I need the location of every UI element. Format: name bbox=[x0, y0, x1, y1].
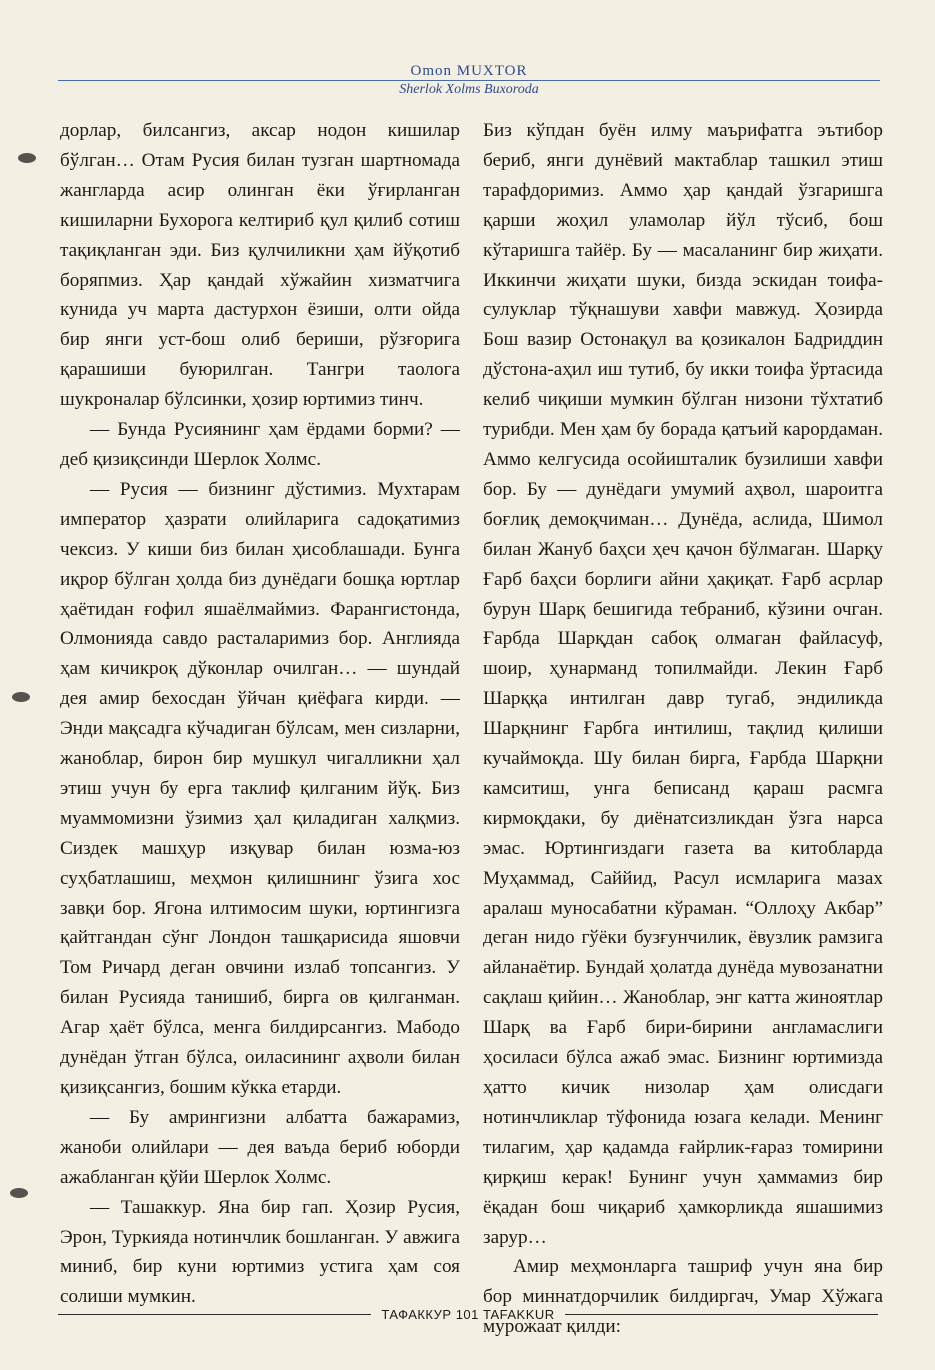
binding-hole-top bbox=[18, 153, 36, 163]
binding-hole-bottom bbox=[10, 1188, 28, 1198]
story-title: Sherlok Xolms Buxoroda bbox=[399, 82, 539, 97]
paragraph: Амир меҳмонларга ташриф учун яна бир бор миннатдорчилик билдиргач, Умар Хўжага мурожаат қилди: bbox=[483, 1256, 883, 1338]
left-text-column bbox=[60, 116, 460, 1312]
page-footer bbox=[58, 1304, 878, 1324]
paragraph: дорлар, билсангиз, аксар нодон кишилар бўлган… Отам Русия билан тузган шартномада жангларда асир олинган ёки ўғирланган кишиларни Бухорога келтириб қул қилиб сотиш тақиқланган эди. Биз қулчиликни ҳам йўқотиб боряпмиз. Ҳар қандай хўжайин хизматчига кунида уч марта дастурхон ёзиши, олти ойда бир янги уст-бош олиб бериши, рўзғорига қарашиши буюрилган. Тангри таолога шукроналар бўлсинки, ҳозир юртимиз тинч. bbox=[60, 120, 460, 411]
binding-hole-middle bbox=[12, 692, 30, 702]
running-header bbox=[58, 62, 880, 99]
footer-rule-right bbox=[565, 1314, 878, 1315]
author-name: Omon MUXTOR bbox=[410, 63, 528, 79]
paragraph: Биз кўпдан буён илму маърифатга эътибор бериб, янги дунёвий мактаблар ташкил этиш тарафдоримиз. Аммо ҳар қандай ўзгаришга қарши жоҳил уламолар йўл тўсиб, бош кўтаришга тайёр. Бу — масаланинг бир жиҳати. Иккинчи жиҳати шуки, бизда эскидан тоифа-сулуклар тўқнашуви хавфи мавжуд. Ҳозирда Бош вазир Остонақул ва қозикалон Бадриддин дўстона-аҳил иш тутиб, бу икки тоифа ўртасида келиб чиқиши мумкин бўлган низони тўхтатиб турибди. Мен ҳам бу борада қатъий карордаман. Аммо келгусида осойишталик бузилиши хавфи бор. Бу — дунёдаги умумий аҳвол, шароитга боғлиқ демоқчиман… Дунёда, аслида, Шимол билан Жануб баҳси ҳеч қачон бўлмаган. Шарқу Ғарб баҳси борлиги айни ҳақиқат. Ғарб асрлар бурун Шарқ бешигида тебраниб, кўзини очган. Ғарбда Шарқдан сабоқ олмаган файласуф, шоир, ҳунарманд топилмайди. Лекин Ғарб Шарққа интилган давр тугаб, эндиликда Шарқнинг Ғарбга интилиш, тақлид қилиши кучаймоқда. Шу билан бирга, Ғарбда Шарқни камситиш, унга беписанд қараш расмга кирмоқдаки, бу диёнатсизликдан ўзга нарса эмас. Юртингиздаги газета ва китобларда Муҳаммад, Саййид, Расул исмларига мазах аралаш муносабатни кўраман. “Оллоҳу Акбар” деган нидо гўёки бузғунчилик, ёвузлик рамзига айланаётир. Бундай ҳолатда дунёда мувозанатни сақлаш қийин… Жаноблар, энг катта жиноятлар Шарқ ва Ғарб бири-бирини англамаслиги ҳосиласи бўлса ажаб эмас. Бизнинг юртимизда ҳатто кичик низолар ҳам олисдаги нотинчликлар тўфонида юзага келади. Менинг тилагим, ҳар қадамда ғайрлик-ғараз томирини қирқиш керак! Бунинг учун ҳаммамиз бир ёқадан бош чиқариб ҳамкорликда яшашимиз зарур… bbox=[483, 120, 883, 1248]
magazine-page-number: ТАФАККУР 101 TAFAKKUR bbox=[381, 1306, 555, 1322]
paragraph: — Бу амрингизни албатта бажарамиз, жаноби олийлари — дея ваъда бериб юборди ажабланган қўйи Шерлок Холмс. bbox=[60, 1106, 460, 1188]
right-text-column bbox=[483, 116, 883, 1342]
footer-rule-left bbox=[58, 1314, 371, 1315]
paragraph: — Русия — бизнинг дўстимиз. Мухтарам император ҳазрати олийларига садоқатимиз чексиз. У киши биз билан ҳисоблашади. Бунга иқрор бўлган ҳолда биз дунёдаги бошқа юртлар ҳаётидан ғофил яшаёлмаймиз. Фарангистонда, Олмонияда савдо расталаримиз бор. Англияда ҳам кичикроқ дўконлар очилган… — шундай дея амир бехосдан ўйчан қиёфага кирди. — Энди мақсадга кўчадиган бўлсам, мен сизларни, жаноблар, бирон бир мушкул чигалликни ҳал этиш учун бу ерга таклиф қилганим йўқ. Биз муаммомизни ўзимиз ҳал қиладиган халқмиз. Сиздек машҳур изқувар билан юзма-юз суҳбатлашиш, меҳмон қилишнинг ўзига хос завқи бор. Ягона илтимосим шуки, юртингизга қайтгандан сўнг Лондон ташқарисида яшовчи Том Ричард деган овчини излаб топсангиз. У билан Русияда танишиб, бирга ов қилганман. Агар ҳаёт бўлса, менга билдирсангиз. Мабодо дунёдан ўтган бўлса, оиласининг аҳволи билан қизиқсангиз, бошим кўкка етарди. bbox=[60, 478, 460, 1098]
paragraph: — Бунда Русиянинг ҳам ёрдами борми? — деб қизиқсинди Шерлок Холмс. bbox=[60, 419, 460, 470]
paragraph: — Ташаккур. Яна бир гап. Ҳозир Русия, Эрон, Туркияда нотинчлик бошланган. У авжига миниб, бир куни юртимиз устига ҳам соя солиши мумкин. bbox=[60, 1196, 460, 1308]
